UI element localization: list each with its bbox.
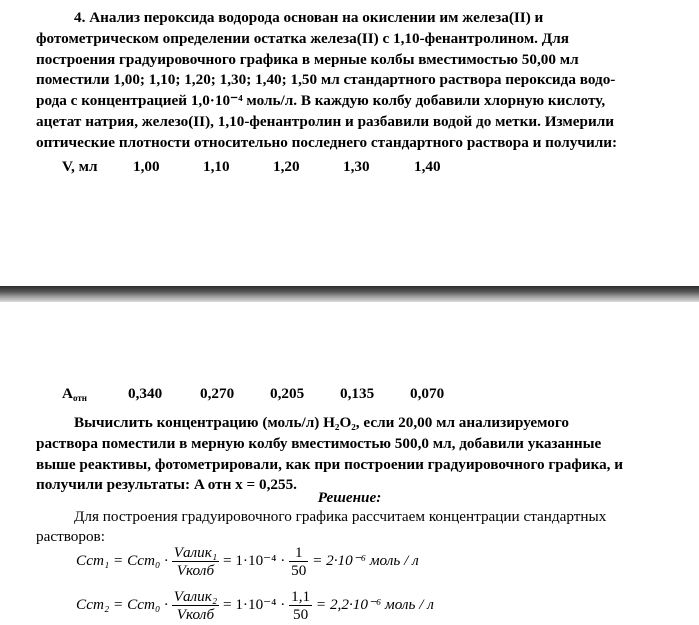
formula-2-fraction [172,588,219,623]
absorbance-label: $A_{отн}$ [62,385,87,403]
absorbance-value: 0,340 [128,385,163,402]
absorbance-value: 0,270 [200,385,235,402]
volume-value: 1,00 [133,158,160,175]
formula-1-denominator-2: 50 [291,562,307,579]
problem-text [36,8,663,154]
problem-line: построения градуировочного графика в мерные колбы вместимостью 50,00 мл [36,50,579,68]
formula-2-numerator: Vалик₂ [173,588,218,605]
page-break-band [0,286,699,302]
question-text [36,413,663,496]
formula-1-fraction [172,544,219,579]
volume-label: V, мл [62,158,98,175]
volume-value: 1,40 [414,158,441,175]
problem-line: ацетат натрия, железо(II), 1,10-фенантролин и разбавили водой до метки. Измерили [36,112,614,130]
absorbance-value: 0,070 [410,385,445,402]
problem-line: рода с концентрацией 1,0·10⁻⁴ моль/л. В каждую колбу добавили хлорную кислоту, [36,92,606,110]
formula-2-denominator: Vколб [176,606,215,623]
solution-intro-line: растворов: [36,528,105,545]
question-line: раствора поместили в мерную колбу вместимостью 500,0 мл, добавили указанные [36,434,602,452]
formula-2-mid: = 1·10⁻⁴ · [222,595,286,613]
formula-1-rhs: = 2·10⁻⁶ моль / л [312,551,419,569]
solution-heading: Решение: [317,489,382,506]
formula-2-denominator-2: 50 [293,606,309,623]
absorbance-value: 0,205 [270,385,305,402]
formula-2-fraction-2 [289,588,312,623]
question-line: выше реактивы, фотометрировали, как при построении градуировочного графика, и [36,455,624,473]
question-line: получили результаты: A отн х = 0,255. [36,476,297,494]
solution-intro [36,507,663,547]
absorbance-value: 0,135 [340,385,375,402]
formula-1-numerator-2: 1 [289,544,308,562]
formula-1-numerator: Vалик₁ [173,544,218,561]
question-line: Вычислить концентрацию (моль/л) H₂O₂, если 20,00 мл анализируемого [74,414,569,431]
formula-2 [76,588,434,623]
formula-1-mid: = 1·10⁻⁴ · [222,551,286,569]
volume-value: 1,10 [203,158,230,175]
formula-2-lhs: Сст₂ = Сст₀ · [76,595,168,613]
volume-value: 1,20 [273,158,300,175]
volume-value: 1,30 [343,158,370,175]
problem-line: 4. Анализ пероксида водорода основан на окислении им железа(II) и [74,9,544,26]
problem-line: фотометрическом определении остатка железа(II) с 1,10-фенантролином. Для [36,29,569,47]
problem-line: оптические плотности относительно последнего стандартного раствора и получили: [36,133,618,151]
formula-1-fraction-2 [289,544,308,579]
formula-1 [76,544,419,579]
solution-intro-line: Для построения градуировочного графика рассчитаем концентрации стандартных [74,508,607,525]
formula-2-numerator-2: 1,1 [291,588,311,605]
problem-line: поместили 1,00; 1,10; 1,20; 1,30; 1,40; 1,50 мл стандартного раствора пероксида водо- [36,71,616,89]
formula-2-rhs: = 2,2·10⁻⁶ моль / л [315,595,434,613]
formula-1-lhs: Сст₁ = Сст₀ · [76,551,168,569]
formula-1-denominator: Vколб [176,562,215,579]
